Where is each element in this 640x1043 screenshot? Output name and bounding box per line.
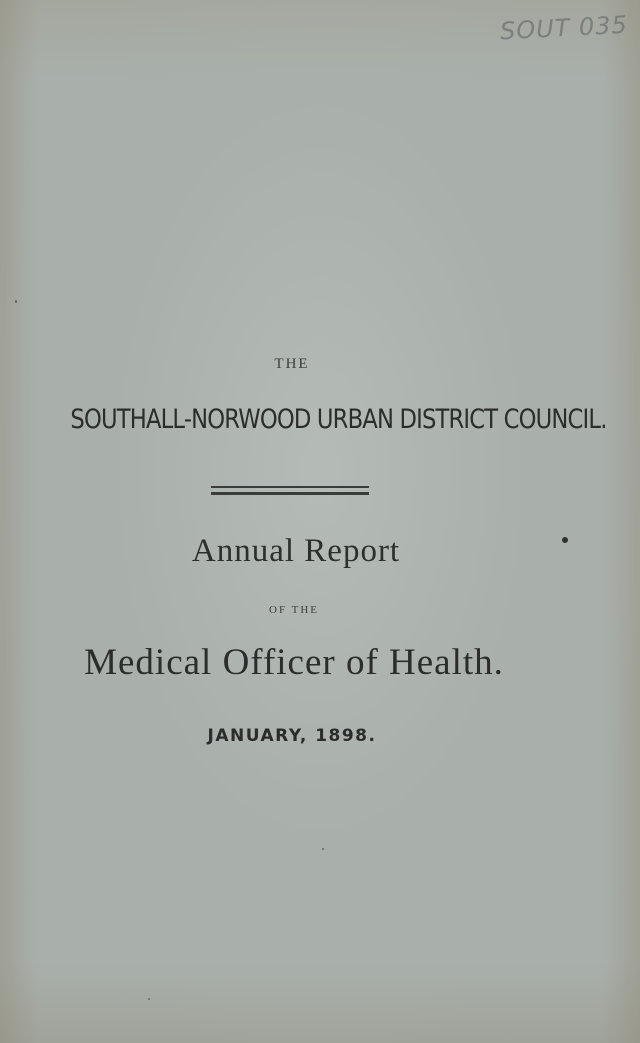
ink-speck — [15, 300, 17, 303]
report-title: Annual Report — [191, 533, 401, 569]
report-date: JANUARY, 1898. — [207, 726, 377, 746]
heading-the: THE — [274, 356, 310, 372]
ink-speck — [562, 537, 568, 543]
rule-line-top — [211, 486, 369, 488]
ink-speck — [322, 848, 324, 850]
double-rule-divider — [211, 486, 369, 496]
of-the-connector: OF THE — [269, 604, 319, 616]
ink-speck — [148, 998, 150, 1000]
rule-line-bottom — [211, 492, 369, 495]
officer-title: Medical Officer of Health. — [84, 642, 504, 683]
council-name: SOUTHALL-NORWOOD URBAN DISTRICT COUNCIL. — [70, 404, 607, 435]
archive-reference-mark: SOUT 035 — [499, 10, 629, 46]
